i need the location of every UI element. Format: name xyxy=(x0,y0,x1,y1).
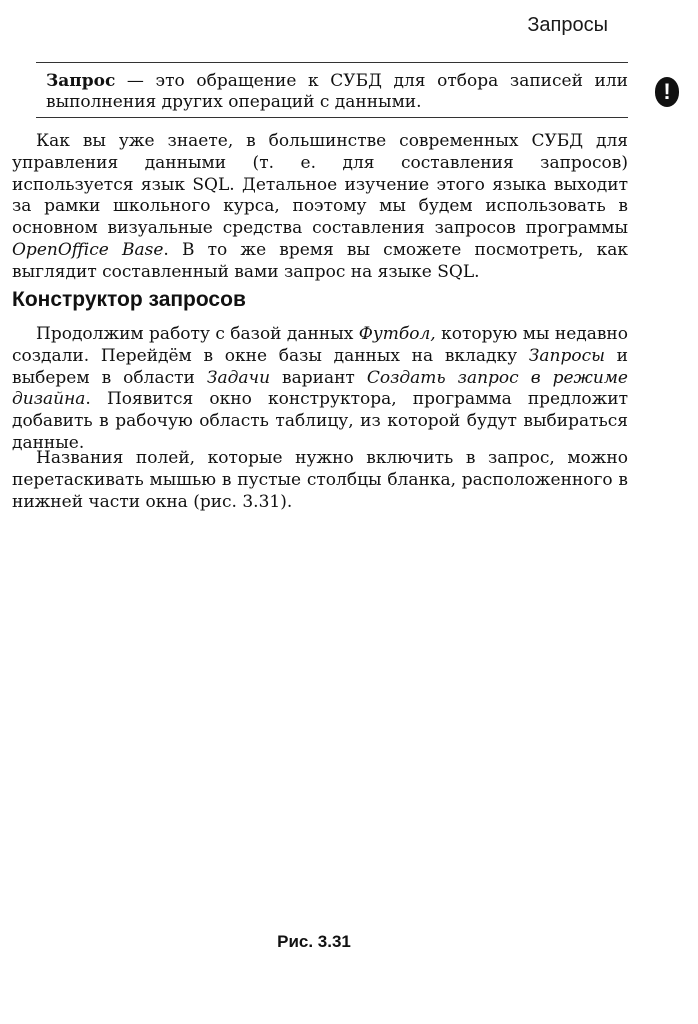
definition-body: — это обращение к СУБД для отбора записей или выполнения других операций с данными. xyxy=(46,71,628,112)
database-name: Футбол, xyxy=(358,324,436,344)
p1-text-d: вариант xyxy=(270,367,367,388)
section-paragraph-1 xyxy=(12,324,628,455)
definition-text xyxy=(46,71,628,113)
intro-text-2: . В то же время вы сможете посмотреть, как выглядит составленный вами запрос на языке SQL. xyxy=(12,239,628,282)
area-name: Задачи xyxy=(206,367,271,388)
definition-box xyxy=(36,62,628,118)
p1-text-c: и выберем в области xyxy=(12,345,629,388)
option-name: Создать запрос в режиме дизайна xyxy=(12,367,628,410)
figure-caption: Рис. 3.31 xyxy=(277,932,351,951)
exclamation-icon: ! xyxy=(655,77,679,107)
running-header-title: Запросы xyxy=(527,14,608,36)
tab-name: Запросы xyxy=(528,345,605,366)
intro-text-1: Как вы уже знаете, в большинстве современных СУБД для управления данными (т. е. для составления запросов) используется язык SQL. Детальное изучение этого языка выходит за рамки школьного курса, поэтому мы будем использовать в основном визуальные средства составления запросов программы xyxy=(12,131,628,239)
p1-text-b: которую мы недавно создали. Перейдём в окне базы данных на вкладку xyxy=(12,324,628,366)
p1-text-e: . Появится окно конструктора, программа предложит добавить в рабочую область таблицу, из которой будут выбираться данные. xyxy=(12,389,628,453)
p1-text-a: Продолжим работу с базой данных xyxy=(36,324,359,344)
intro-paragraph xyxy=(12,131,628,284)
definition-term: Запрос xyxy=(46,71,116,91)
software-name: OpenOffice Base xyxy=(12,239,164,260)
section-paragraph-2: Названия полей, которые нужно включить в запрос, можно перетаскивать мышью в пустые столбцы бланка, расположенного в нижней части окна (рис. 3.31). xyxy=(12,448,628,512)
section-heading: Конструктор запросов xyxy=(12,288,246,311)
